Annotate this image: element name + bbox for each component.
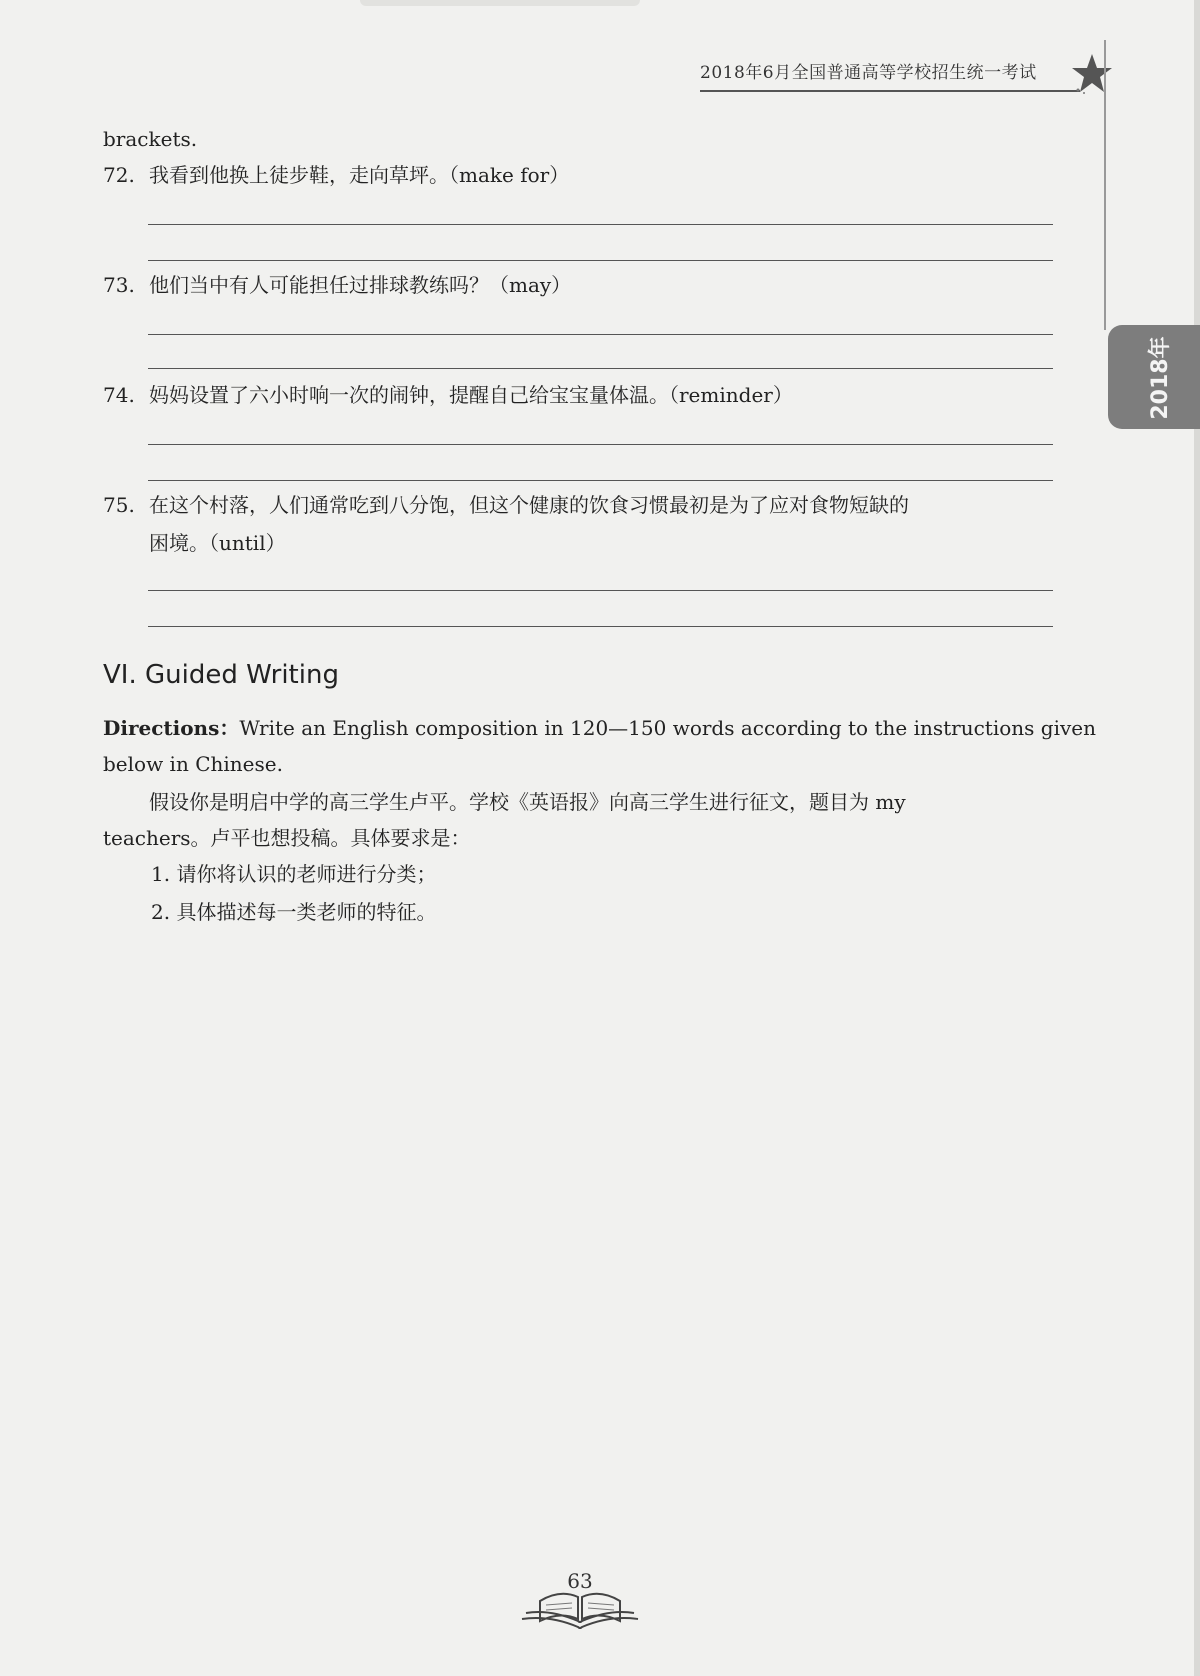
writing-prompt: 假设你是明启中学的高三学生卢平。学校《英语报》向高三学生进行征文，题目为 my — [149, 790, 906, 814]
header-rule — [700, 90, 1080, 92]
page-edge-shadow — [1194, 0, 1200, 1676]
question-74 — [103, 378, 1053, 412]
open-book-icon — [520, 1583, 640, 1633]
section-title: VI. Guided Writing — [103, 660, 339, 690]
year-tab-label: 2018年 — [1148, 336, 1173, 420]
answer-line[interactable] — [148, 260, 1053, 261]
question-number: 75. — [103, 493, 135, 517]
question-text: 妈妈设置了六小时响一次的闹钟，提醒自己给宝宝量体温。（reminder） — [149, 383, 793, 407]
directions-text-continued: below in Chinese. — [103, 752, 283, 776]
question-number: 72. — [103, 163, 135, 187]
intro-fragment: brackets. — [103, 127, 198, 151]
header-title: 2018年6月全国普通高等学校招生统一考试 — [700, 63, 1037, 83]
answer-line[interactable] — [148, 590, 1053, 591]
year-tab — [1108, 325, 1200, 429]
answer-line[interactable] — [148, 224, 1053, 225]
writing-prompt-continued: teachers。卢平也想投稿。具体要求是： — [103, 826, 471, 850]
page-header — [600, 52, 1105, 100]
requirement-item: 2. 具体描述每一类老师的特征。 — [151, 900, 437, 924]
answer-line[interactable] — [148, 444, 1053, 445]
question-number: 74. — [103, 383, 135, 407]
directions-text: Write an English composition in 120—150 words according to the instructions given — [239, 716, 1096, 740]
question-75-continued: 困境。（until） — [149, 531, 286, 555]
answer-line[interactable] — [148, 626, 1053, 627]
question-75 — [103, 488, 1053, 522]
page-number: 63 — [567, 1569, 593, 1593]
requirement-item: 1. 请你将认识的老师进行分类； — [151, 862, 437, 886]
question-72 — [103, 158, 1053, 192]
question-73 — [103, 268, 1053, 302]
answer-line[interactable] — [148, 368, 1053, 369]
side-rule — [1104, 40, 1106, 330]
directions — [103, 710, 1096, 782]
question-text: 我看到他换上徒步鞋，走向草坪。（make for） — [149, 163, 570, 187]
question-text: 在这个村落，人们通常吃到八分饱，但这个健康的饮食习惯最初是为了应对食物短缺的 — [149, 493, 909, 517]
page-footer — [520, 1565, 640, 1635]
answer-line[interactable] — [148, 480, 1053, 481]
page-edge — [360, 0, 640, 6]
question-number: 73. — [103, 273, 135, 297]
star-icon — [1070, 52, 1114, 96]
directions-label: Directions： — [103, 716, 240, 740]
answer-line[interactable] — [148, 334, 1053, 335]
question-text: 他们当中有人可能担任过排球教练吗？（may） — [149, 273, 572, 297]
